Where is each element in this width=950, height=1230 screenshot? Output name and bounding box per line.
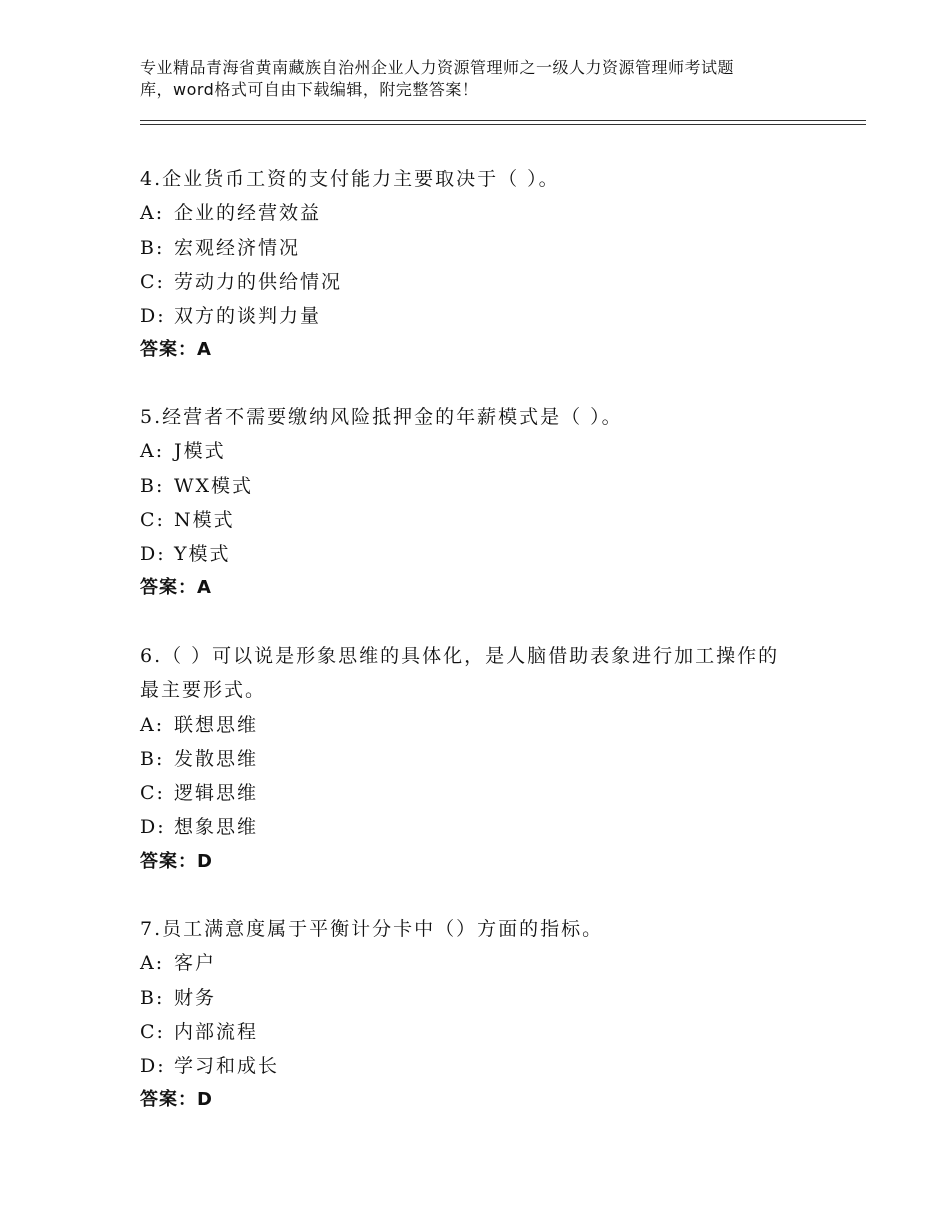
option-text: N模式 [174, 508, 235, 531]
option-text: 宏观经济情况 [174, 236, 301, 259]
option-b [140, 981, 830, 1015]
option-label: C: [140, 270, 165, 293]
question-stem: 4.企业货币工资的支付能力主要取决于（ ）。 [140, 168, 560, 190]
option-a [140, 196, 830, 230]
option-label: A: [140, 202, 165, 225]
answer-text: 答案：D [140, 850, 213, 872]
option-text: 企业的经营效益 [174, 202, 322, 225]
option-label: B: [140, 236, 165, 259]
option-text: WX模式 [174, 474, 254, 497]
option-label: B: [140, 986, 165, 1009]
option-label: D: [140, 305, 166, 328]
option-text: 发散思维 [174, 747, 259, 770]
option-text: 联想思维 [174, 713, 259, 736]
option-text: 双方的谈判力量 [174, 305, 322, 328]
option-text: 逻辑思维 [174, 782, 259, 805]
question-6 [140, 639, 830, 879]
option-a [140, 434, 830, 468]
option-c [140, 503, 830, 537]
option-label: B: [140, 747, 165, 770]
option-text: 客户 [174, 952, 217, 975]
option-d [140, 810, 830, 844]
option-label: A: [140, 440, 165, 463]
header-title-line-2: 库，word格式可自由下载编辑，附完整答案！ [140, 80, 479, 99]
option-label: D: [140, 543, 166, 566]
option-a [140, 946, 830, 980]
option-d [140, 1049, 830, 1083]
question-5 [140, 400, 830, 605]
question-7 [140, 912, 830, 1117]
option-label: C: [140, 782, 165, 805]
option-text: 学习和成长 [174, 1055, 280, 1078]
answer-text: 答案：D [140, 1089, 213, 1111]
document-header [140, 57, 840, 101]
option-label: A: [140, 713, 165, 736]
option-d [140, 537, 830, 571]
option-label: D: [140, 816, 166, 839]
option-text: 财务 [174, 986, 217, 1009]
option-c [140, 1015, 830, 1049]
option-label: B: [140, 474, 165, 497]
option-d [140, 299, 830, 333]
option-label: C: [140, 1020, 165, 1043]
question-stem: 6.（ ）可以说是形象思维的具体化，是人脑借助表象进行加工操作的 [140, 645, 780, 667]
question-stem-continued: 最主要形式。 [140, 679, 267, 702]
option-text: Y模式 [174, 543, 231, 566]
option-b [140, 742, 830, 776]
option-label: C: [140, 508, 165, 531]
answer-text: 答案：A [140, 577, 212, 599]
question-stem: 7.员工满意度属于平衡计分卡中（）方面的指标。 [140, 918, 604, 940]
option-text: 内部流程 [174, 1020, 259, 1043]
question-stem: 5.经营者不需要缴纳风险抵押金的年薪模式是（ ）。 [140, 406, 623, 428]
option-a [140, 708, 830, 742]
header-divider-bottom [140, 124, 866, 125]
option-label: D: [140, 1055, 166, 1078]
option-text: 劳动力的供给情况 [174, 270, 343, 293]
header-title-line-1: 专业精品青海省黄南藏族自治州企业人力资源管理师之一级人力资源管理师考试题 [140, 58, 735, 77]
answer-text: 答案：A [140, 339, 212, 361]
option-c [140, 776, 830, 810]
question-4 [140, 162, 830, 367]
header-divider-top [140, 120, 866, 121]
option-c [140, 265, 830, 299]
option-label: A: [140, 952, 165, 975]
option-text: 想象思维 [174, 816, 259, 839]
option-b [140, 469, 830, 503]
option-b [140, 231, 830, 265]
option-text: J模式 [174, 440, 226, 463]
